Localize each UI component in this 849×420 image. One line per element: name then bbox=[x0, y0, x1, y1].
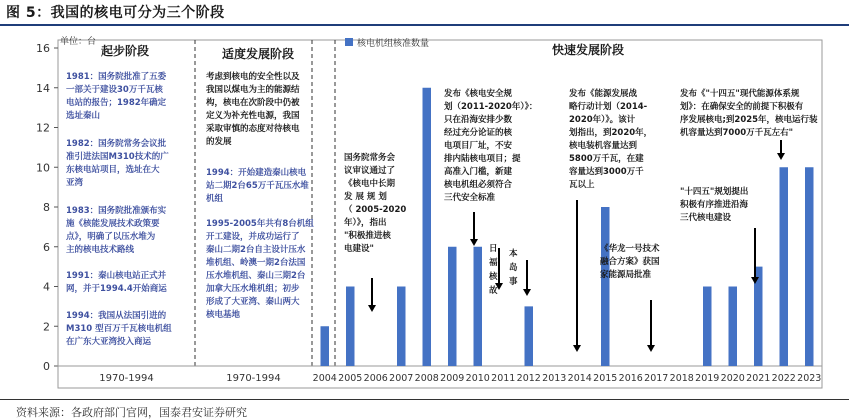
event-note-3-line: 核 bbox=[489, 272, 498, 282]
legend-swatch bbox=[345, 38, 353, 46]
stage1-note-4-line: 1991：秦山核电站正式并 bbox=[66, 271, 167, 281]
x-tick-label: 1970-1994 bbox=[226, 373, 281, 384]
y-tick-label: 0 bbox=[43, 360, 50, 373]
stage1-note-3-line: 主的核电技术路线 bbox=[66, 245, 135, 255]
event-note-6-line: 家能源局批准 bbox=[600, 270, 652, 280]
stage1-note-3-line: 点》，明确了以压水堆为 bbox=[66, 232, 156, 242]
event-note-5 bbox=[568, 88, 652, 190]
y-tick-label: 4 bbox=[43, 280, 50, 294]
y-tick-label: 8 bbox=[43, 201, 50, 214]
stage1-note-3-line: 1983：国务院批准颁布实 bbox=[66, 206, 167, 216]
x-tick-label: 2022 bbox=[771, 373, 796, 384]
x-tick-label: 2012 bbox=[516, 373, 541, 384]
event-note-7-line: "十四五"规划提出 bbox=[680, 187, 749, 197]
stage2-note-3-line: 开工建设，并成功运行了 bbox=[206, 232, 300, 242]
x-tick-label: 2005 bbox=[338, 373, 363, 384]
unit-label: 单位：台 bbox=[60, 37, 97, 47]
x-tick-label: 2016 bbox=[618, 373, 643, 384]
bar-2004 bbox=[321, 326, 330, 366]
stage1-note-3 bbox=[66, 205, 167, 255]
bar-2007 bbox=[397, 287, 406, 367]
stage1-note-2-line: 准引进法国M310技术的广 bbox=[66, 152, 169, 162]
stage2-note-3-line: 秦山二期2台自主设计压水 bbox=[206, 245, 306, 255]
stage1-note-3-line: 施《核能发展技术政策要 bbox=[66, 219, 160, 229]
stage2-note-1-line: 采取审慎的态度对待核电 bbox=[206, 124, 300, 134]
x-tick-label: 2008 bbox=[414, 373, 439, 384]
bar-2022 bbox=[780, 167, 789, 366]
legend-label: 核电机组核准数量 bbox=[357, 39, 430, 49]
stage2-note-3-line: 压水堆机组、秦山三期2台 bbox=[206, 271, 306, 281]
x-tick-label: 2017 bbox=[644, 373, 669, 384]
event-note-2-line: 经过充分论证的核 bbox=[444, 128, 513, 138]
event-note-6-line: 融合方案》获国 bbox=[600, 257, 660, 267]
stage1-note-5-line: 在广东大亚湾投入商运 bbox=[66, 337, 152, 347]
event-note-5-line: 划指出，到2020年， bbox=[569, 128, 653, 138]
event-note-7-line: 三代核电建设 bbox=[680, 213, 732, 223]
stage2-note-3-line: 加拿大压水堆机组；初步 bbox=[206, 284, 300, 294]
event-note-5-line: 发布《能源发展战 bbox=[569, 89, 638, 99]
event-note-4-line: 岛 bbox=[509, 263, 518, 273]
bar-2009 bbox=[448, 247, 457, 366]
event-note-3-line: 故 bbox=[489, 286, 498, 296]
bar-2023 bbox=[805, 167, 814, 366]
x-tick-label: 2007 bbox=[389, 373, 414, 384]
event-note-1-line: 发 展 规 划 bbox=[344, 192, 387, 202]
x-tick-label: 1970-1994 bbox=[99, 373, 154, 384]
event-note-2-line: 三代安全标准 bbox=[444, 193, 496, 203]
event-note-1-line: 电建设" bbox=[344, 244, 374, 254]
event-note-7 bbox=[680, 186, 749, 223]
event-note-1-line: 年）》，指出 bbox=[344, 218, 387, 228]
stage2-note-1-line: 考虑到核电的安全性以及 bbox=[206, 72, 300, 82]
event-note-5-line: 略行动计划（2014- bbox=[569, 102, 648, 112]
y-tick-label: 10 bbox=[36, 161, 50, 175]
stage1-note-5-line: 1994：我国从法国引进的 bbox=[66, 311, 167, 321]
event-note-2-line: 排内陆核电项目；提 bbox=[444, 154, 521, 164]
x-tick-label: 2013 bbox=[542, 373, 567, 384]
event-note-2-line: 高准入门槛，新建 bbox=[444, 167, 513, 177]
stage2-note-3-line: 形成了大亚湾、秦山两大 bbox=[206, 297, 300, 307]
arrow-2022-head bbox=[777, 153, 785, 160]
stage2-note-1-line: 构，核电在次阶段中仍被 bbox=[206, 98, 300, 108]
stage1-note-1-line: 选址秦山 bbox=[66, 111, 101, 121]
event-note-5-line: 2020年）》。该计 bbox=[569, 115, 636, 125]
event-note-2-line: 电项目厂址，不安 bbox=[444, 141, 513, 151]
stage2-note-3-line: 核电基地 bbox=[206, 310, 241, 320]
stage2-note-1-line: 的发展 bbox=[206, 137, 232, 147]
event-note-8 bbox=[679, 88, 818, 138]
event-note-5-line: 5800万千瓦，在建 bbox=[569, 154, 644, 164]
arrow-2006-head bbox=[368, 305, 376, 312]
event-note-8-line: 发布《"十四五"现代能源体系规 bbox=[680, 89, 800, 99]
bar-2008 bbox=[423, 88, 432, 366]
stage-title-3: 快速发展阶段 bbox=[551, 43, 625, 57]
x-tick-label: 2014 bbox=[567, 373, 592, 384]
event-note-2-line: 只在沿海安排少数 bbox=[444, 115, 513, 125]
y-tick-label: 2 bbox=[43, 320, 50, 334]
event-note-4 bbox=[509, 248, 518, 287]
event-note-2-line: 划（2011-2020年）》： bbox=[444, 102, 538, 112]
stage2-note-2-line: 1994：开始建造秦山核电 bbox=[206, 168, 307, 178]
stage1-note-4-line: 网，并于1994.4开始商运 bbox=[66, 284, 167, 294]
arrow-2010-head bbox=[470, 239, 478, 246]
event-note-1-line: （ 2005-2020 bbox=[344, 205, 407, 215]
x-tick-label: 2023 bbox=[797, 373, 822, 384]
y-tick-label: 6 bbox=[43, 240, 50, 254]
x-tick-label: 2015 bbox=[593, 373, 618, 384]
stage1-note-1 bbox=[66, 71, 167, 121]
event-note-1-line: 《核电中长期 bbox=[344, 179, 396, 189]
stage1-note-5-line: M310 型百万千瓦核电机组 bbox=[66, 324, 172, 334]
stage2-note-3 bbox=[205, 218, 314, 320]
bar-2019 bbox=[703, 287, 712, 367]
stage2-note-2-line: 站二期2台65万千瓦压水堆 bbox=[206, 181, 309, 191]
event-note-1-line: 国务院常务会 bbox=[344, 153, 396, 163]
event-note-8-line: 机容量达到7000万千瓦左右" bbox=[680, 128, 794, 138]
event-note-5-line: 容量达到3000万千 bbox=[569, 167, 644, 177]
y-tick-label: 14 bbox=[36, 81, 50, 95]
event-note-1 bbox=[343, 152, 406, 254]
event-note-3-line: 福 bbox=[489, 258, 498, 268]
arrow-2012-head bbox=[523, 289, 531, 296]
event-note-1-line: 议审议通过了 bbox=[344, 166, 396, 176]
x-tick-label: 2011 bbox=[491, 373, 516, 384]
event-note-6 bbox=[600, 243, 660, 280]
y-tick-label: 16 bbox=[36, 42, 50, 55]
bar-2020 bbox=[729, 287, 738, 367]
x-tick-label: 2021 bbox=[746, 373, 771, 384]
bar-2015 bbox=[601, 207, 610, 366]
stage2-note-1-line: 定义为补充性电源，我国 bbox=[206, 111, 300, 121]
source-note: 资料来源：各政府部门官网，国泰君安证券研究 bbox=[16, 406, 247, 419]
stage2-note-1-line: 我国以煤电为主的能源结 bbox=[206, 85, 300, 95]
arrow-2014-head bbox=[573, 345, 581, 352]
stage1-note-2 bbox=[66, 138, 169, 188]
stage1-note-1-line: 一部关于建设30万千瓦核 bbox=[66, 85, 163, 95]
event-note-4-line: 事 bbox=[509, 277, 518, 287]
x-tick-label: 2006 bbox=[363, 373, 388, 384]
stage1-note-1-line: 1981：国务院批准了五委 bbox=[66, 72, 167, 82]
x-tick-label: 2010 bbox=[465, 373, 490, 384]
footer-rule bbox=[0, 399, 849, 400]
x-tick-label: 2019 bbox=[695, 373, 720, 384]
event-note-6-line: 《华龙一号技术 bbox=[600, 244, 660, 254]
event-note-2 bbox=[443, 88, 537, 203]
stage2-note-2 bbox=[206, 167, 309, 204]
event-note-3-line: 日 bbox=[489, 244, 498, 254]
stage1-note-1-line: 电站的报告；1982年确定 bbox=[66, 98, 167, 108]
x-tick-label: 2004 bbox=[312, 373, 337, 384]
event-note-8-line: 序发展核电;到2025年，核电运行装 bbox=[680, 115, 818, 125]
event-note-1-line: "积极推进核 bbox=[344, 231, 391, 241]
event-note-3 bbox=[488, 244, 498, 296]
stage-title-1: 起步阶段 bbox=[100, 44, 150, 58]
bar-2005 bbox=[346, 287, 355, 367]
event-note-8-line: 划》：在确保安全的前提下积极有 bbox=[680, 102, 804, 112]
stage1-note-5 bbox=[66, 310, 172, 347]
bar-2012 bbox=[525, 306, 534, 366]
event-note-5-line: 瓦以上 bbox=[569, 180, 595, 190]
y-tick-label: 12 bbox=[36, 121, 50, 135]
stage2-note-3-line: 堆机组、岭澳一期2台法国 bbox=[206, 258, 306, 268]
x-tick-label: 2020 bbox=[720, 373, 745, 384]
stage1-note-2-line: 东核电站项目，选址在大 bbox=[66, 165, 160, 175]
stage1-note-2-line: 亚湾 bbox=[66, 178, 84, 188]
x-tick-label: 2009 bbox=[440, 373, 465, 384]
figure-title: 图 5：我国的核电可分为三个阶段 bbox=[6, 5, 225, 21]
stage2-note-3-line: 1995-2005年共有8台机组 bbox=[206, 219, 314, 229]
stage-title-2: 适度发展阶段 bbox=[221, 47, 295, 61]
arrow-2017-head bbox=[647, 345, 655, 352]
event-note-5-line: 核电装机容量达到 bbox=[569, 141, 638, 151]
event-note-4-line: 本 bbox=[509, 249, 518, 259]
stage2-note-2-line: 机组 bbox=[206, 194, 224, 204]
stage1-note-2-line: 1982：国务院常务会议批 bbox=[66, 139, 167, 149]
stage1-note-4 bbox=[66, 270, 167, 294]
event-note-2-line: 核电机组必须符合 bbox=[444, 180, 513, 190]
bar-2010 bbox=[474, 247, 483, 366]
stage2-note-1 bbox=[205, 71, 300, 147]
x-tick-label: 2018 bbox=[669, 373, 694, 384]
event-note-2-line: 发布《核电安全规 bbox=[444, 89, 513, 99]
event-note-7-line: 积极有序推进沿海 bbox=[680, 200, 749, 210]
